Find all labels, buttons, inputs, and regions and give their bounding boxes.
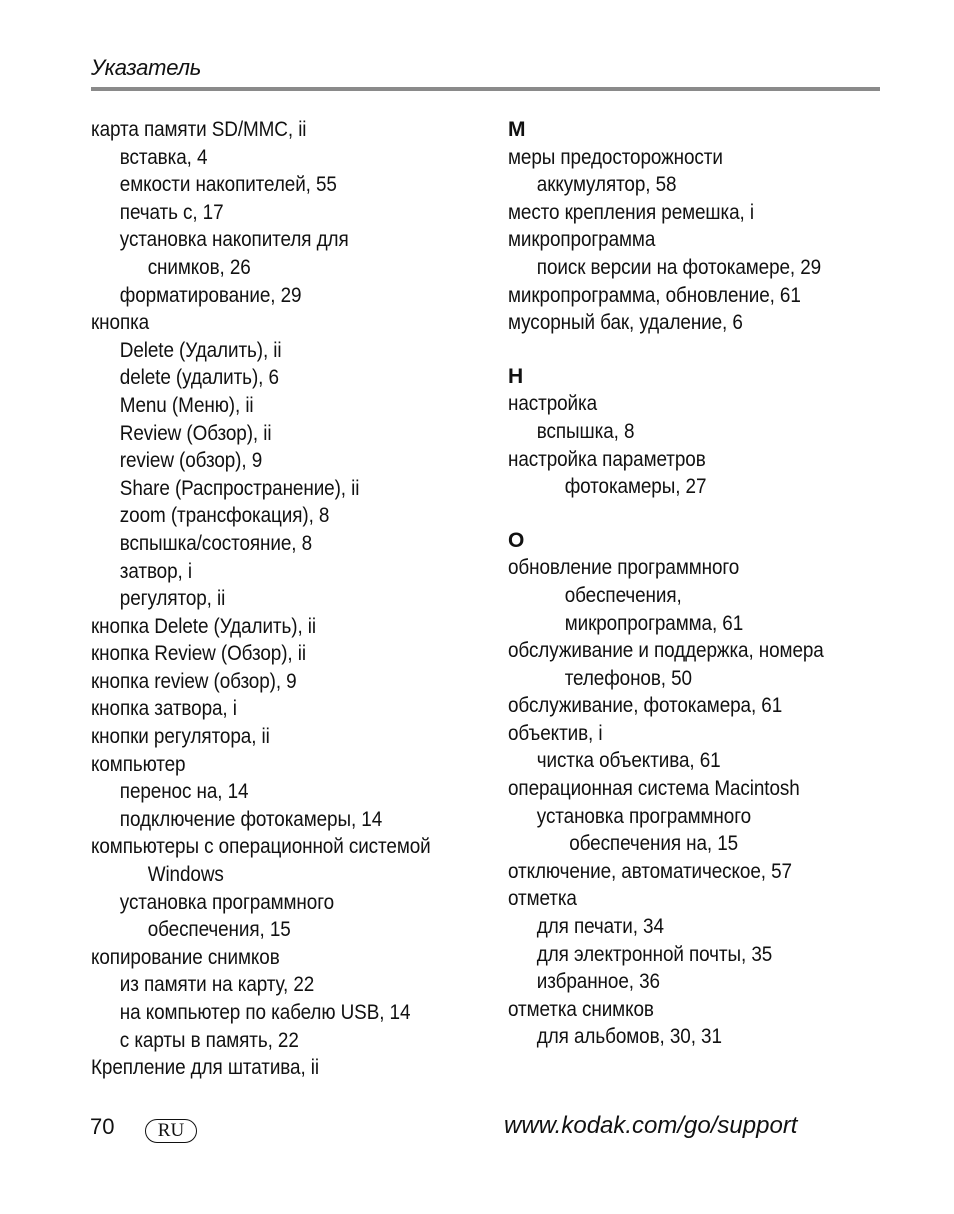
index-entry: обеспечения, 15 (147, 918, 291, 942)
index-entry: кнопка (91, 311, 150, 335)
index-entry: фотокамеры, 27 (564, 475, 707, 499)
index-entry: карта памяти SD/MMC, ii (91, 118, 307, 141)
index-entry: zoom (трансфокация), 8 (119, 504, 330, 528)
index-entry: установка программного (119, 890, 334, 914)
index-entry: отметка (508, 887, 577, 911)
index-entry: избранное, 36 (536, 970, 660, 994)
index-entry: отключение, автоматическое, 57 (508, 859, 792, 883)
index-entry: микропрограмма (508, 228, 656, 252)
index-entry: кнопка Review (Обзор), ii (91, 642, 306, 666)
index-entry: вставка, 4 (119, 145, 208, 169)
index-entry: перенос на, 14 (119, 780, 249, 804)
index-entry: установка программного (536, 804, 751, 828)
index-section-letter: М (508, 118, 526, 141)
language-badge: RU (145, 1119, 197, 1143)
index-entry: отметка снимков (508, 997, 654, 1021)
index-entry: компьютер (91, 752, 186, 776)
index-entry: вспышка, 8 (536, 419, 635, 443)
index-entry: кнопка review (обзор), 9 (91, 669, 297, 693)
index-entry: из памяти на карту, 22 (119, 973, 315, 997)
index-entry: Delete (Удалить), ii (119, 338, 282, 362)
index-left-column (91, 116, 471, 1082)
index-entry: обслуживание и поддержка, номера (508, 639, 824, 663)
index-entry: подключение фотокамеры, 14 (119, 807, 383, 831)
index-entry: микропрограмма, 61 (564, 611, 744, 635)
page-number: 70 (90, 1114, 115, 1139)
index-entry: на компьютер по кабелю USB, 14 (119, 1001, 411, 1024)
index-entry: кнопка Delete (Удалить), ii (91, 614, 316, 638)
index-entry: для электронной почты, 35 (536, 942, 773, 966)
index-right-column (508, 116, 888, 1051)
index-entry: объектив, i (508, 721, 603, 745)
index-entry: обслуживание, фотокамера, 61 (508, 694, 783, 718)
index-entry: кнопка затвора, i (91, 697, 237, 721)
index-entry: регулятор, ii (119, 587, 226, 611)
index-section-letter: О (508, 528, 525, 552)
index-entry: вспышка/состояние, 8 (119, 531, 313, 555)
index-entry: телефонов, 50 (564, 666, 692, 690)
index-entry: аккумулятор, 58 (536, 173, 677, 197)
index-entry: чистка объектива, 61 (536, 749, 721, 773)
index-entry: затвор, i (119, 559, 192, 583)
index-entry: настройка (508, 392, 598, 416)
index-entry: микропрограмма, обновление, 61 (508, 283, 801, 307)
index-entry: Крепление для штатива, ii (91, 1056, 320, 1080)
index-entry: Windows (147, 863, 224, 887)
index-section-letter: Н (508, 364, 524, 388)
index-entry: емкости накопителей, 55 (119, 173, 337, 197)
index-entry: для альбомов, 30, 31 (536, 1025, 722, 1049)
index-entry: форматирование, 29 (119, 283, 302, 307)
index-entry: Menu (Меню), ii (119, 393, 254, 417)
index-entry: обеспечения на, 15 (569, 832, 739, 856)
index-entry: кнопки регулятора, ii (91, 725, 270, 749)
index-entry: меры предосторожности (508, 145, 723, 169)
index-entry: обновление программного (508, 556, 740, 580)
index-entry: поиск версии на фотокамере, 29 (536, 255, 822, 279)
index-entry: операционная система Macintosh (508, 777, 800, 801)
index-entry: место крепления ремешка, i (508, 200, 754, 224)
index-entry: копирование снимков (91, 945, 280, 969)
index-entry: delete (удалить), 6 (119, 366, 279, 390)
support-url: www.kodak.com/go/support (504, 1112, 798, 1139)
index-entry: мусорный бак, удаление, 6 (508, 311, 743, 335)
index-entry: компьютеры с операционной системой (91, 835, 431, 859)
index-entry: с карты в память, 22 (119, 1028, 299, 1052)
index-entry: настройка параметров (508, 447, 706, 471)
index-entry: для печати, 34 (536, 915, 664, 939)
index-entry: печать с, 17 (119, 200, 224, 224)
index-entry: Review (Обзор), ii (119, 421, 272, 445)
index-entry: обеспечения, (564, 583, 682, 607)
index-entry: Share (Распространение), ii (119, 476, 360, 500)
index-entry: review (обзор), 9 (119, 449, 263, 473)
header-divider (91, 87, 880, 91)
index-entry: снимков, 26 (147, 255, 251, 279)
page-header-title: Указатель (91, 55, 202, 80)
index-entry: установка накопителя для (119, 228, 349, 252)
